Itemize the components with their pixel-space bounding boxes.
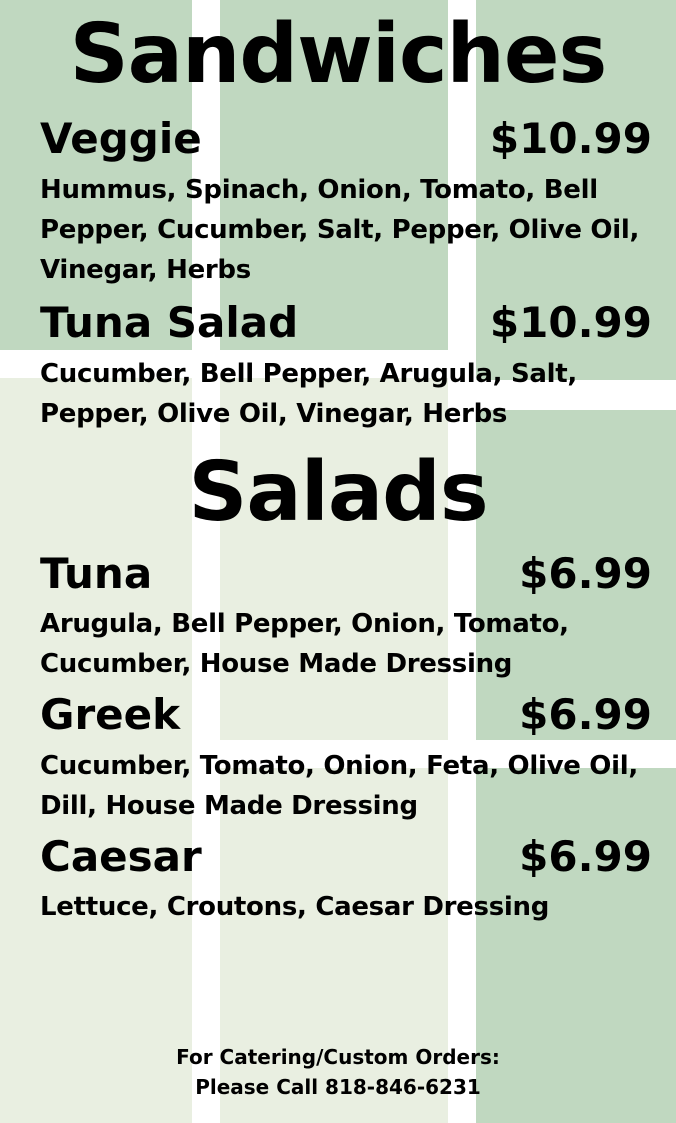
item-description: Cucumber, Bell Pepper, Arugula, Salt, Pepper, Olive Oil, Vinegar, Herbs [40,359,577,429]
item-name: Veggie [40,114,202,163]
footer-line: For Catering/Custom Orders: [176,1045,500,1069]
item-price: $6.99 [519,549,652,598]
item-name: Greek [40,690,181,739]
footer-phone: Please Call 818-846-6231 [195,1075,481,1099]
menu-item-caesar [40,832,652,881]
menu-item-tuna [40,549,652,598]
sandwiches-heading: Sandwiches [69,7,607,102]
item-price: $6.99 [519,832,652,881]
item-description: Cucumber, Tomato, Onion, Feta, Olive Oil, Dill, House Made Dressing [40,751,638,821]
catering-footer [0,1042,676,1102]
item-price: $10.99 [489,298,652,347]
menu-item-tuna-salad [40,298,652,347]
item-name: Caesar [40,832,202,881]
item-description: Arugula, Bell Pepper, Onion, Tomato, Cucumber, House Made Dressing [40,609,569,679]
item-description: Hummus, Spinach, Onion, Tomato, Bell Pepper, Cucumber, Salt, Pepper, Olive Oil, Vinegar, Herbs [40,175,640,285]
menu-item-greek [40,690,652,739]
item-name: Tuna Salad [40,298,299,347]
item-description: Lettuce, Croutons, Caesar Dressing [40,892,550,922]
item-name: Tuna [40,549,153,598]
item-price: $6.99 [519,690,652,739]
item-price: $10.99 [489,114,652,163]
menu-item-veggie [40,114,652,163]
salads-heading: Salads [188,445,488,540]
